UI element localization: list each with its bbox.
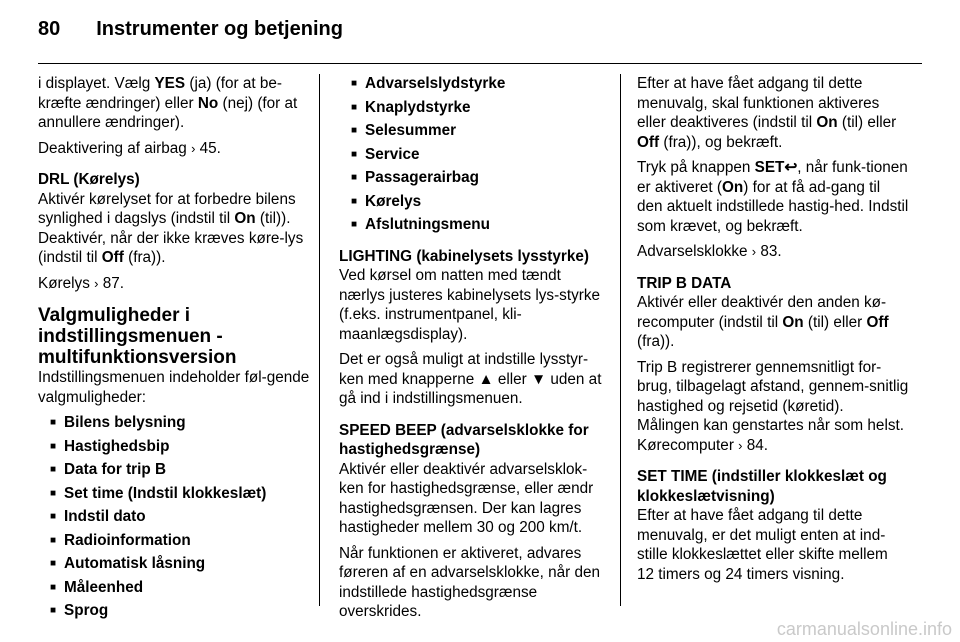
lighting-text: Ved kørsel om natten med tændt nærlys justeres kabinelysets lys-styrke (f.eks. instrumentpanel, kli-maanlægsdisplay). bbox=[339, 267, 600, 343]
option-label: Kørelys bbox=[365, 192, 422, 210]
drl-heading: DRL (Kørelys) bbox=[38, 171, 140, 188]
option-list-item bbox=[50, 413, 310, 433]
page-title: Instrumenter og betjening bbox=[96, 18, 343, 40]
option-label: Indstil dato bbox=[64, 508, 146, 525]
trip-b-text-2: Trip B registrerer gennemsnitligt for-brug, tilbagelagt afstand, gennem-snitlig hastighed og rejsetid (køretid). Målingen kan genstartes når som helst. Kørecomputer › 84. bbox=[637, 358, 909, 454]
set-button-text: Tryk på knappen SET↩, når funk-tionen er aktiveret (On) for at få ad-gang til den aktuelt indstillede hastig-hed. Indstil som krævet, og bekræft. bbox=[637, 159, 909, 235]
option-list-item bbox=[50, 484, 310, 504]
option-label: Hastighedsbip bbox=[64, 437, 170, 455]
drl-ref[interactable]: Kørelys › 87. bbox=[38, 274, 124, 292]
reference-arrow-icon: › bbox=[751, 244, 757, 259]
option-label: Set time (Indstil klokkeslæt) bbox=[64, 484, 267, 502]
option-list-item bbox=[50, 601, 310, 621]
option-label: Passagerairbag bbox=[365, 169, 479, 186]
option-label: Selesummer bbox=[365, 122, 457, 139]
option-label: Advarselslydstyrke bbox=[365, 75, 506, 92]
lighting-text-2: Det er også muligt at indstille lysstyr-ken med knapperne ▲ eller ▼ uden at gå ind i indstillingsmenuen. bbox=[339, 351, 602, 407]
bullet-square-icon: ■ bbox=[351, 195, 358, 207]
trip-b-text: Aktivér eller deaktivér den anden kø-recomputer (indstil til On (til) eller Off (fra)). bbox=[637, 294, 889, 350]
bullet-square-icon: ■ bbox=[351, 148, 358, 160]
bullet-square-icon: ■ bbox=[50, 464, 57, 475]
lighting-heading: LIGHTING (kabinelysets lysstyrke) bbox=[339, 247, 589, 265]
option-list-item bbox=[50, 507, 310, 527]
bullet-square-icon: ■ bbox=[351, 78, 358, 89]
option-list-item bbox=[50, 531, 310, 551]
activation-text: Efter at have fået adgang til dette menuvalg, skal funktionen aktiveres eller deaktiveres (indstil til On (til) eller Off (fra)), og bekræft. bbox=[637, 75, 897, 151]
option-list-item bbox=[351, 145, 611, 165]
page-number: 80 bbox=[38, 18, 61, 40]
column-divider bbox=[319, 74, 320, 606]
airbag-ref[interactable]: Deaktivering af airbag › 45. bbox=[38, 139, 221, 157]
bullet-square-icon: ■ bbox=[50, 440, 57, 452]
option-list bbox=[339, 74, 611, 235]
option-label: Sprog bbox=[64, 602, 109, 619]
option-label: Data for trip B bbox=[64, 461, 167, 478]
option-label: Automatisk låsning bbox=[64, 555, 206, 572]
option-list-item bbox=[351, 215, 611, 235]
speed-beep-heading: SPEED BEEP (advarselsklokke for hastighedsgrænse) bbox=[339, 421, 589, 458]
option-label: Bilens belysning bbox=[64, 414, 186, 431]
reference-arrow-icon: › bbox=[191, 140, 196, 156]
section-heading: Valgmuligheder i indstillingsmenuen - multifunktionsversion bbox=[38, 305, 237, 368]
bullet-square-icon: ■ bbox=[50, 417, 57, 428]
intro-paragraph: i displayet. Vælg YES (ja) (for at be-kræfte ændringer) eller No (nej) (for at annullere ændringer). bbox=[38, 75, 298, 131]
bullet-square-icon: ■ bbox=[50, 511, 57, 522]
return-arrow-icon: ↩ bbox=[784, 159, 798, 176]
bullet-square-icon: ■ bbox=[50, 487, 57, 499]
down-arrow-icon: ▼ bbox=[531, 370, 547, 388]
option-list-item bbox=[351, 121, 611, 141]
option-label: Knaplydstyrke bbox=[365, 98, 471, 116]
option-label: Måleenhed bbox=[64, 578, 144, 596]
set-time-heading: SET TIME (indstiller klokkeslæt og klokkeslætvisning) bbox=[637, 468, 887, 505]
header-rule bbox=[38, 63, 922, 64]
option-list-item bbox=[351, 74, 611, 94]
page-header bbox=[38, 18, 343, 41]
bullet-square-icon: ■ bbox=[351, 101, 358, 113]
option-list bbox=[38, 413, 310, 621]
option-list-item bbox=[50, 554, 310, 574]
option-label: Radioinformation bbox=[64, 531, 191, 549]
option-list-item bbox=[351, 168, 611, 188]
bullet-square-icon: ■ bbox=[351, 125, 358, 136]
bullet-square-icon: ■ bbox=[50, 534, 57, 546]
drl-text: Aktivér kørelyset for at forbedre bilens synlighed i dagslys (indstil til On (til)). Deaktivér, når der ikke kræves køre-lys (indstil til Off (fra)). bbox=[38, 190, 304, 266]
option-list-item bbox=[50, 460, 310, 480]
speed-beep-text-2: Når funktionen er aktiveret, advares føreren af en advarselsklokke, når den indstillede hastighedsgrænse overskrides. bbox=[339, 544, 601, 620]
reference-arrow-icon: › bbox=[738, 437, 743, 453]
speed-beep-text: Aktivér eller deaktivér advarselsklok-ken for hastighedsgrænse, eller ændr hastighedsgrænsen. Der kan lagres hastigheder mellem 30 og 200 km/t. bbox=[339, 460, 594, 536]
bullet-square-icon: ■ bbox=[50, 605, 57, 616]
bullet-square-icon: ■ bbox=[351, 219, 358, 230]
bullet-square-icon: ■ bbox=[50, 581, 57, 593]
column-2 bbox=[339, 74, 611, 628]
option-label: Afslutningsmenu bbox=[365, 216, 490, 233]
watermark: carmanualsonline.info bbox=[776, 619, 952, 639]
warning-chime-ref[interactable]: Advarselsklokke › 83. bbox=[637, 243, 782, 260]
trip-b-heading: TRIP B DATA bbox=[637, 274, 732, 292]
reference-arrow-icon: › bbox=[94, 275, 99, 291]
option-list-item bbox=[351, 98, 611, 118]
column-3 bbox=[637, 74, 909, 590]
up-arrow-icon: ▲ bbox=[478, 370, 494, 388]
option-list-item bbox=[50, 437, 310, 457]
bullet-square-icon: ■ bbox=[50, 558, 57, 569]
option-list-item bbox=[50, 578, 310, 598]
set-time-text: Efter at have fået adgang til dette menuvalg, er det muligt enten at ind-stille klokkeslættet eller skifte mellem 12 timers og 24 timers visning. bbox=[637, 507, 888, 583]
column-divider bbox=[620, 74, 621, 606]
bullet-square-icon: ■ bbox=[351, 172, 358, 183]
option-list-item bbox=[351, 192, 611, 212]
section-intro: Indstillingsmenuen indeholder føl-gende valgmuligheder: bbox=[38, 369, 310, 406]
column-1 bbox=[38, 74, 310, 625]
option-label: Service bbox=[365, 145, 420, 163]
